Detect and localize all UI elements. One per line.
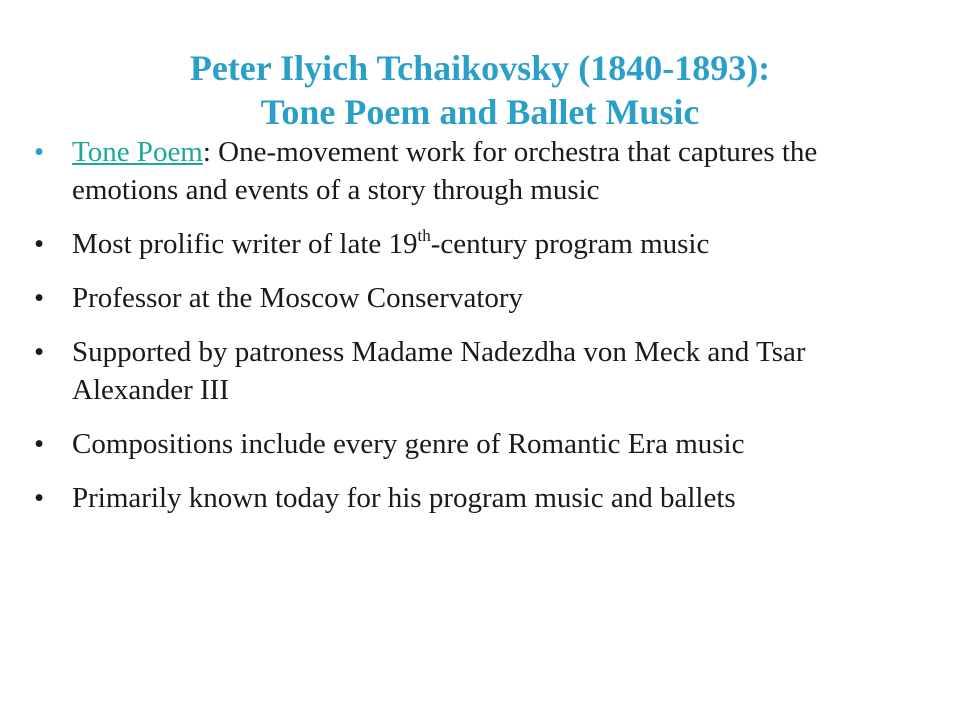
bullet-text: Professor at the Moscow Conservatory [72, 282, 524, 314]
bullet-list [34, 133, 914, 533]
ordinal-superscript: th [417, 226, 431, 245]
tone-poem-link[interactable]: Tone Poem [72, 136, 203, 168]
bullet-text: : One-movement work for orchestra that captures the emotions and events of a story through music [72, 136, 818, 206]
bullet-text-post: -century program music [430, 228, 710, 260]
bullet-prolific [34, 225, 914, 263]
title-line-2: Tone Poem and Ballet Music [260, 92, 700, 133]
bullet-text: Supported by patroness Madame Nadezdha von Meck and Tsar Alexander III [72, 336, 806, 406]
bullet-dot: • [34, 428, 45, 460]
bullet-tone-poem [34, 133, 914, 209]
bullet-known-for [34, 479, 914, 517]
bullet-text: Compositions include every genre of Romantic Era music [72, 428, 745, 460]
bullet-dot: • [34, 336, 45, 368]
bullet-dot: • [34, 136, 45, 168]
bullet-dot: • [34, 228, 45, 260]
bullet-compositions [34, 425, 914, 463]
bullet-text-pre: Most prolific writer of late 19 [72, 228, 418, 260]
title-line-1: Peter Ilyich Tchaikovsky (1840-1893): [189, 48, 771, 89]
bullet-dot: • [34, 482, 45, 514]
bullet-patroness [34, 333, 914, 409]
slide-title [40, 46, 920, 134]
bullet-text: Primarily known today for his program music and ballets [72, 482, 736, 514]
bullet-professor [34, 279, 914, 317]
bullet-dot: • [34, 282, 45, 314]
